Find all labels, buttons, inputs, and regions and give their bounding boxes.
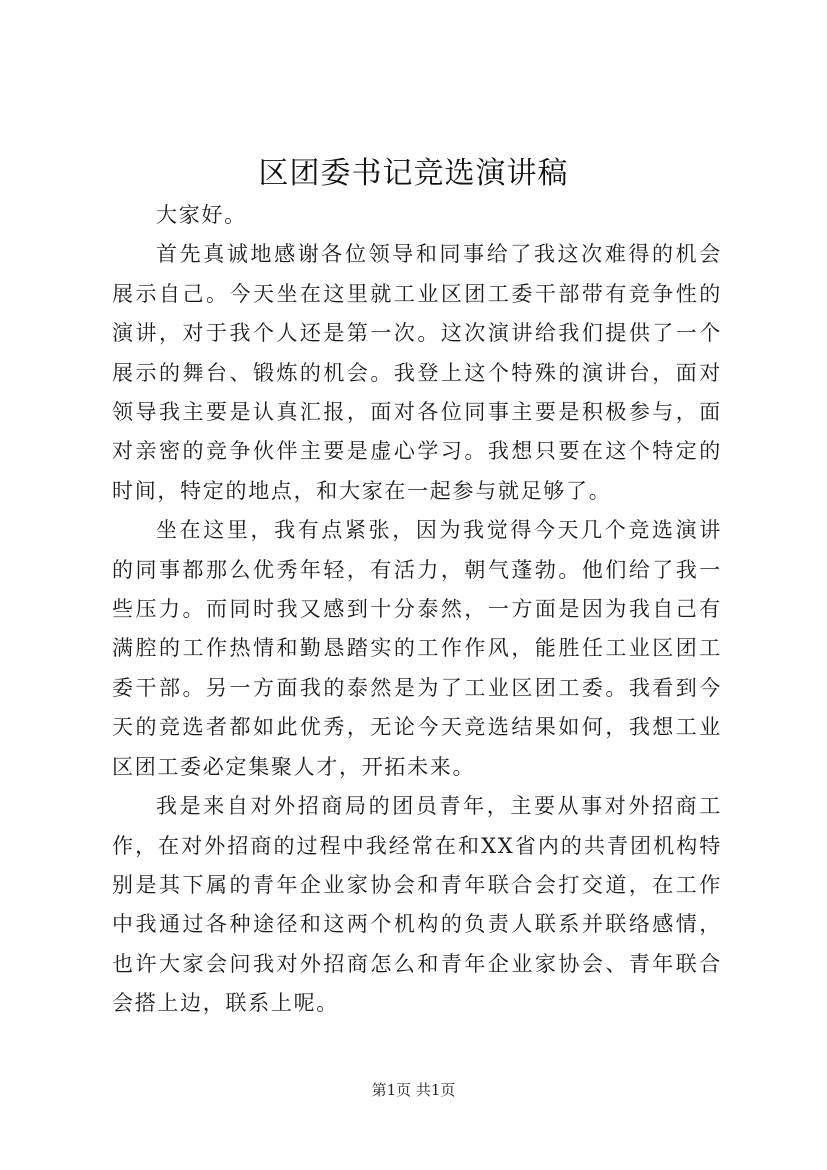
paragraph-nervous: 坐在这里，我有点紧张，因为我觉得今天几个竞选演讲的同事都那么优秀年轻，有活力，朝气蓬勃。他们给了我一些压力。而同时我又感到十分泰然，一方面是因为我自己有满腔的工作热情和勤恳踏实的工作作风，能胜任工业区团工委干部。另一方面我的泰然是为了工业区团工委。我看到今天的竞选者都如此优秀，无论今天竞选结果如何，我想工业区团工委必定集聚人才，开拓未来。 — [112, 518, 722, 779]
paragraph-thanks: 首先真诚地感谢各位领导和同事给了我这次难得的机会展示自己。今天坐在这里就工业区团工委干部带有竞争性的演讲，对于我个人还是第一次。这次演讲给我们提供了一个展示的舞台、锻炼的机会。我登上这个特殊的演讲台，面对领导我主要是认真汇报，面对各位同事主要是积极参与，面对亲密的竞争伙伴主要是虚心学习。我想只要在这个特定的时间，特定的地点，和大家在一起参与就足够了。 — [112, 242, 722, 503]
page-footer: 第1页 共1页 — [371, 1081, 456, 1099]
paragraph-background: 我是来自对外招商局的团员青年，主要从事对外招商工作，在对外招商的过程中我经常在和XX省内的共青团机构特别是其下属的青年企业家协会和青年联合会打交道，在工作中我通过各种途径和这两个机构的负责人联系并联络感情，也许大家会问我对外招商怎么和青年企业家协会、青年联合会搭上边，联系上呢。 — [112, 794, 722, 1016]
paragraph-greeting: 大家好。 — [156, 203, 247, 227]
document-body — [112, 196, 722, 1024]
document-title: 区团委书记竞选演讲稿 — [258, 156, 569, 191]
